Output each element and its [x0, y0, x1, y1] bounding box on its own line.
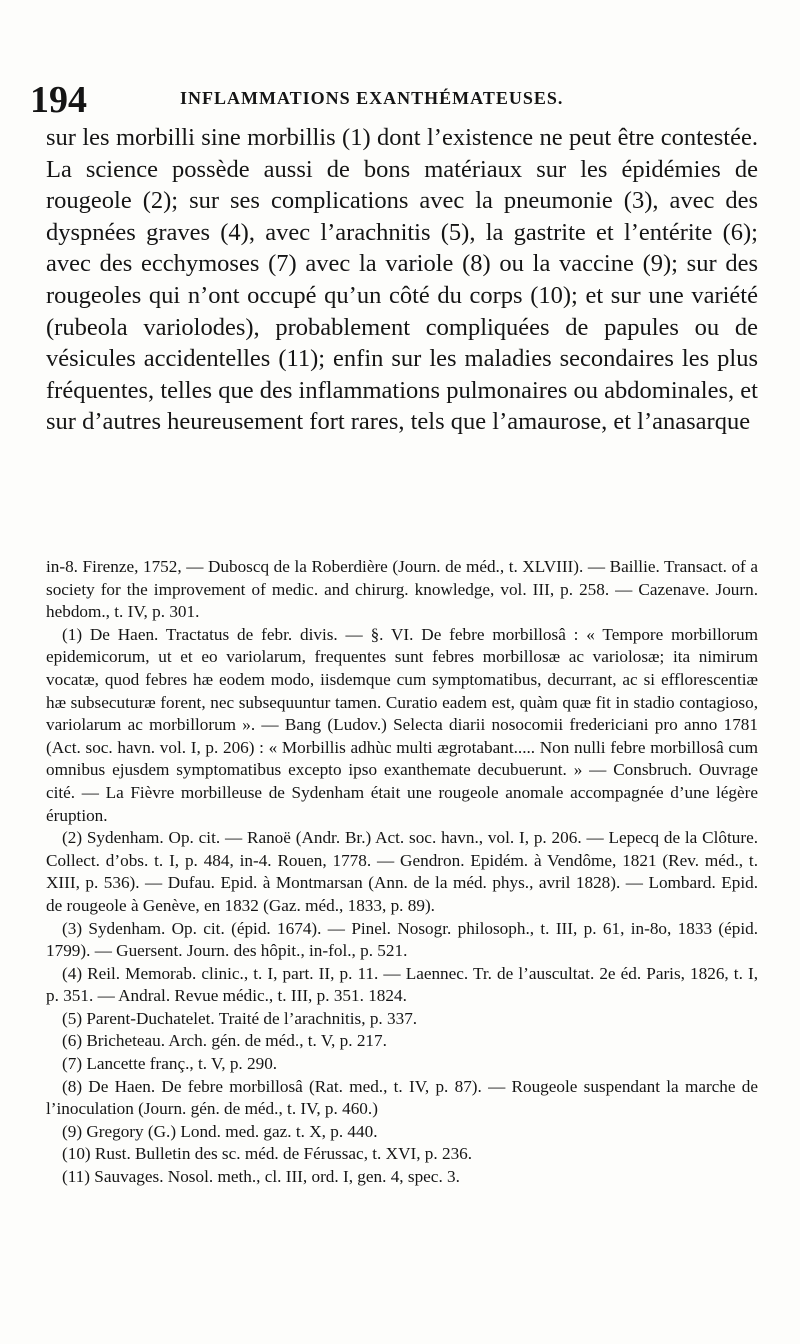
footnote-2: (2) Sydenham. Op. cit. — Ranoë (Andr. Br.) Act. soc. havn., vol. I, p. 206. — Lepecq de la Clôture. Collect. d’obs. t. I, p. 484, in-4. Rouen, 1778. — Gendron. Epidém. à Vendôme, 1821 (Rev. méd., t. XIII, p. 536). — Dufau. Epid. à Montmarsan (Ann. de la méd. phys., avril 1828). — Lombard. Epid. de rougeole à Genève, en 1832 (Gaz. méd., 1833, p. 89).: [46, 828, 758, 915]
footnote-11: (11) Sauvages. Nosol. meth., cl. III, ord. I, gen. 4, spec. 3.: [62, 1167, 460, 1187]
body-paragraph: sur les morbilli sine morbillis (1) dont l’existence ne peut être contestée. La science possède aussi de bons matériaux sur les épidémies de rougeole (2); sur ses complications avec la pneumonie (3), avec des dyspnées graves (4), avec l’arachnitis (5), la gastrite et l’entérite (6); avec des ecchymoses (7) avec la variole (8) ou la vaccine (9); sur des rougeoles qui n’ont occupé qu’un côté du corps (10); et sur une variété (rubeola variolodes), probablement compliquées de papules ou de vésicules accidentelles (11); enfin sur les maladies secondaires les plus fréquentes, telles que des inflammations pulmonaires ou abdominales, et sur d’autres heureusement fort rares, tels que l’amaurose, et l’anasarque: [46, 124, 758, 436]
footnote-3: (3) Sydenham. Op. cit. (épid. 1674). — Pinel. Nosogr. philosoph., t. III, p. 61, in-8o, 1833 (épid. 1799). — Guersent. Journ. des hôpit., in-fol., p. 521.: [46, 918, 758, 961]
footnote-4: (4) Reil. Memorab. clinic., t. I, part. II, p. 11. — Laennec. Tr. de l’auscultat. 2e éd. Paris, 1826, t. I, p. 351. — Andral. Revue médic., t. III, p. 351. 1824.: [46, 963, 758, 1006]
footnote-5: (5) Parent-Duchatelet. Traité de l’arachnitis, p. 337.: [62, 1008, 418, 1028]
footnote-1: (1) De Haen. Tractatus de febr. divis. — §. VI. De febre morbillosâ : « Tempore morbillorum epidemicorum, ut et eo variolarum, frequentes sunt febres morbillosæ ac variolosæ; ita nimirum vocatæ, quod febres hæ eodem modo, iisdemque cum symptomatibus, decurrant, ac si efflorescentiæ hæ subsecuturæ forent, nec subsequuntur tamen. Curatio eadem est, quàm quæ fit in stadio contagioso, variolarum ac morbillorum ». — Bang (Ludov.) Selecta diarii nosocomii fredericiani pro anno 1781 (Act. soc. havn. vol. I, p. 206) : « Morbillis adhùc multi ægrotabant..... Non nulli febre morbillosâ cum omnibus ejusdem symptomatibus excepto ipso exanthemate decubuerunt. » — Consbruch. Ouvrage cité. — La Fièvre morbilleuse de Sydenham était une rougeole anomale accompagnée d’une légère éruption.: [46, 624, 758, 825]
footnote-7: (7) Lancette franç., t. V, p. 290.: [62, 1054, 278, 1074]
footnote-10: (10) Rust. Bulletin des sc. méd. de Férussac, t. XVI, p. 236.: [62, 1144, 473, 1164]
footnote-6: (6) Bricheteau. Arch. gén. de méd., t. V, p. 217.: [62, 1031, 387, 1051]
footnotes: [46, 556, 758, 1189]
page-header: [30, 78, 770, 121]
page-number: 194: [30, 79, 87, 121]
running-title: INFLAMMATIONS EXANTHÉMATEUSES.: [180, 88, 564, 108]
footnote-continued: in-8. Firenze, 1752, — Duboscq de la Roberdière (Journ. de méd., t. XLVIII). — Baillie. Transact. of a society for the improvement of medic. and chirurg. knowledge, vol. III, p. 258. — Cazenave. Journ. hebdom., t. IV, p. 301.: [46, 557, 758, 622]
main-text: [46, 122, 758, 438]
footnote-9: (9) Gregory (G.) Lond. med. gaz. t. X, p. 440.: [62, 1121, 378, 1141]
footnote-8: (8) De Haen. De febre morbillosâ (Rat. med., t. IV, p. 87). — Rougeole suspendant la marche de l’inoculation (Journ. gén. de méd., t. IV, p. 460.): [46, 1076, 758, 1119]
